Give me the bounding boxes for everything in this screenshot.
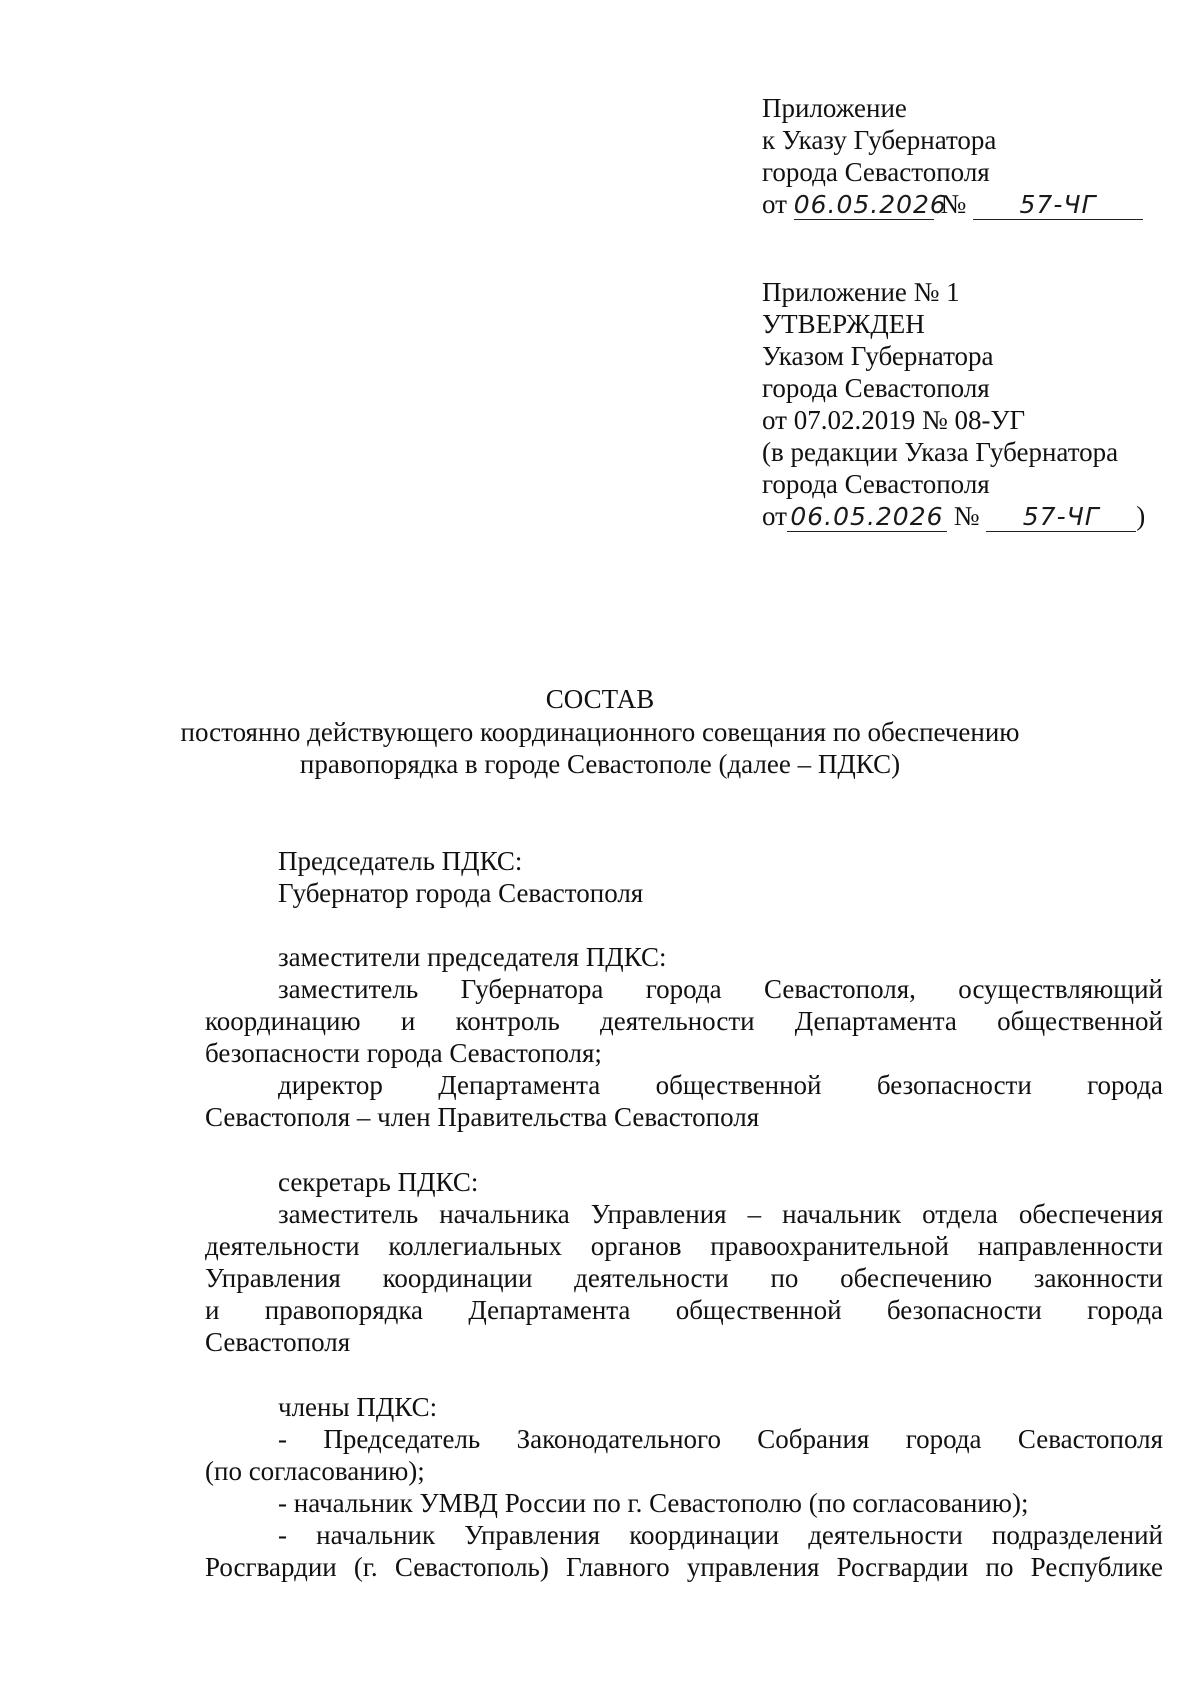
appendix-handwritten-number: 57-ЧГ [973,191,1143,220]
appendix-ot-label: от [762,189,787,219]
appendix-handwritten-date: 06.05.2026 [793,190,947,219]
document-subtitle-line-2: правопорядка в городе Севастополе (далее – ПДКС) [299,749,901,779]
approval-line-6: (в редакции Указа Губернатора [762,437,1119,467]
secretary-line-3: Управления координации деятельности по обеспечению законности [205,1263,1163,1293]
appendix-line-1: Приложение [762,93,907,123]
deputy-1-line-2: координацию и контроль деятельности Департамента общественной [205,1006,1163,1036]
secretary-line-4: и правопорядка Департамента общественной безопасности города [205,1295,1163,1325]
document-subtitle-line-1: постоянно действующего координационного совещания по обеспечению [180,717,1020,747]
approval-handwritten-number: 57-ЧГ [986,503,1136,532]
approval-line-4: города Севастополя [762,373,990,403]
approval-handwritten-date: 06.05.2026 [787,503,947,532]
deputy-1-line-3: безопасности города Севастополя; [205,1038,602,1068]
appendix-number-sign: № [940,189,967,219]
secretary-heading: секретарь ПДКС: [278,1167,479,1197]
member-3-line-2: Росгвардии (г. Севастополь) Главного управления Росгвардии по Республике [205,1552,1163,1582]
deputy-2-line-1: директор Департамента общественной безопасности города [278,1070,1163,1100]
approval-line-3: Указом Губернатора [762,341,994,371]
approval-line-5: от 07.02.2019 № 08-УГ [762,405,1026,435]
appendix-line-3: города Севастополя [762,157,990,187]
deputy-1-line-1: заместитель Губернатора города Севастополя, осуществляющий [278,974,1163,1004]
chairman-section [205,845,1163,909]
deputies-heading: заместители председателя ПДКС: [278,942,667,972]
secretary-line-5: Севастополя [205,1327,351,1357]
chairman-text: Губернатор города Севастополя [278,878,644,908]
approval-line-7: города Севастополя [762,469,990,499]
secretary-line-1: заместитель начальника Управления – начальник отдела обеспечения [278,1199,1163,1229]
deputy-2-line-2: Севастополя – член Правительства Севастополя [205,1102,760,1132]
deputies-section [205,941,1163,1133]
approval-line-1: Приложение № 1 [762,277,960,307]
approval-header [762,276,1145,532]
member-1-line-1: - Председатель Законодательного Собрания города Севастополя [278,1424,1163,1454]
chairman-heading: Председатель ПДКС: [278,846,523,876]
appendix-line-2: к Указу Губернатора [762,125,997,155]
members-section [205,1391,1163,1583]
approval-ot-label: от [762,501,787,531]
approval-line-2: УТВЕРЖДЕН [762,309,925,339]
approval-date-line [762,500,1145,532]
secretary-line-2: деятельности коллегиальных органов правоохранительной направленности [205,1231,1163,1261]
members-heading: члены ПДКС: [278,1392,438,1422]
appendix-header [762,92,1143,220]
secretary-section [205,1166,1163,1358]
member-1-line-2: (по согласованию); [205,1456,425,1486]
member-3-line-1: - начальник Управления координации деятельности подразделений [278,1520,1163,1550]
member-2-line-1: - начальник УМВД России по г. Севастополю (по согласованию); [278,1488,1029,1518]
document-title: СОСТАВ [545,684,655,714]
appendix-date-line [762,188,1143,220]
approval-close-paren: ) [1136,501,1146,531]
approval-number-sign: № [953,501,980,531]
